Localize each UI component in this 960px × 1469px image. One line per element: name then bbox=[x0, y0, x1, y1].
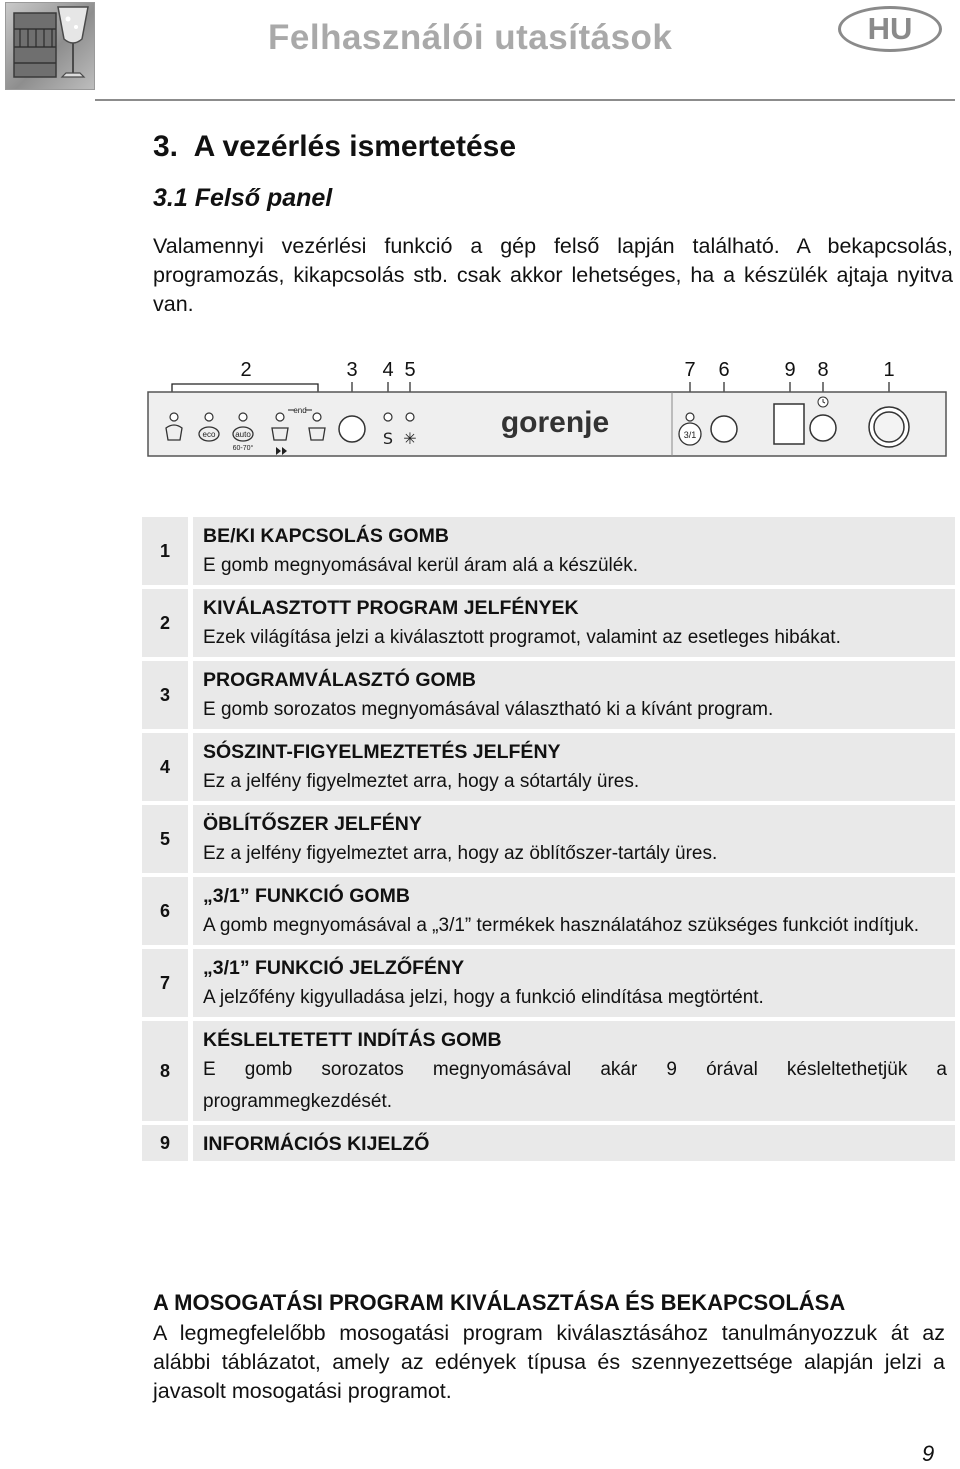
brand-logo: gorenje bbox=[500, 406, 610, 439]
dishwasher-glass-icon bbox=[5, 2, 95, 90]
function-number: 7 bbox=[142, 949, 188, 1017]
function-desc: Ez a jelfény figyelmeztet arra, hogy az öblítőszer-tartály üres. bbox=[203, 843, 718, 864]
function-body bbox=[193, 877, 955, 945]
callout-7: 7 bbox=[684, 359, 696, 381]
function-title: SÓSZINT-FIGYELMEZTETÉS JELFÉNY bbox=[203, 741, 561, 763]
function-title: BE/KI KAPCSOLÁS GOMB bbox=[203, 525, 449, 547]
auto-label: auto bbox=[235, 430, 251, 439]
callout-2: 2 bbox=[240, 359, 252, 381]
function-desc: A jelzőfény kigyulladása jelzi, hogy a funkció elindítása megtörtént. bbox=[203, 987, 764, 1008]
function-number: 5 bbox=[142, 805, 188, 873]
function-row bbox=[142, 589, 955, 657]
callout-5: 5 bbox=[404, 359, 416, 381]
salt-icon: S bbox=[382, 429, 394, 448]
callout-3: 3 bbox=[346, 359, 358, 381]
function-row bbox=[142, 949, 955, 1017]
function-number: 2 bbox=[142, 589, 188, 657]
header-divider bbox=[95, 99, 955, 101]
function-desc: A gomb megnyomásával a „3/1” termékek használatához szükséges funkciót indítjuk. bbox=[203, 915, 920, 936]
program-select-button[interactable] bbox=[339, 416, 365, 442]
function-body bbox=[193, 1021, 955, 1121]
function-body bbox=[193, 949, 955, 1017]
function-desc: E gomb megnyomásával kerül áram alá a készülék. bbox=[203, 555, 639, 576]
function-title: KÉSLELTETETT INDÍTÁS GOMB bbox=[203, 1029, 502, 1051]
language-badge: HU bbox=[838, 6, 942, 52]
function-row bbox=[142, 661, 955, 729]
callout-1: 1 bbox=[883, 359, 895, 381]
logo-graphic bbox=[6, 3, 94, 89]
function-title: ÖBLÍTŐSZER JELFÉNY bbox=[203, 813, 422, 835]
eco-label: eco bbox=[202, 430, 216, 439]
function-body bbox=[193, 733, 955, 801]
function-body bbox=[193, 517, 955, 585]
function-body bbox=[193, 589, 955, 657]
function-title: PROGRAMVÁLASZTÓ GOMB bbox=[203, 669, 476, 691]
info-display bbox=[774, 404, 804, 444]
func-3-1-label: 3/1 bbox=[683, 430, 697, 440]
function-number: 8 bbox=[142, 1021, 188, 1121]
section-heading: 3. A vezérlés ismertetése bbox=[153, 130, 517, 163]
function-body bbox=[193, 661, 955, 729]
control-panel-diagram bbox=[0, 352, 960, 462]
function-number: 4 bbox=[142, 733, 188, 801]
program-selection-paragraph: A legmegfelelőbb mosogatási program kiválasztásához tanulmányozzuk át az alábbi táblázatot, amely az edények típusa és szennyezettsége alapján jelzi a javasolt mosogatási programot. bbox=[153, 1321, 945, 1403]
function-body bbox=[193, 1125, 955, 1161]
function-body bbox=[193, 805, 955, 873]
function-desc: Ez a jelfény figyelmeztet arra, hogy a sótartály üres. bbox=[203, 771, 640, 792]
function-row bbox=[142, 517, 955, 585]
function-desc: E gomb sorozatos megnyomásával választható ki a kívánt program. bbox=[203, 699, 774, 720]
rinse-aid-icon: ✳ bbox=[403, 429, 417, 448]
page-number: 9 bbox=[922, 1441, 935, 1466]
function-title: „3/1” FUNKCIÓ GOMB bbox=[203, 885, 410, 907]
function-number: 9 bbox=[142, 1125, 188, 1161]
function-title: „3/1” FUNKCIÓ JELZŐFÉNY bbox=[203, 957, 465, 979]
function-row bbox=[142, 1125, 955, 1161]
function-number: 1 bbox=[142, 517, 188, 585]
function-number: 6 bbox=[142, 877, 188, 945]
callout-8: 8 bbox=[817, 359, 829, 381]
function-number: 3 bbox=[142, 661, 188, 729]
callout-9: 9 bbox=[784, 359, 796, 381]
temp-label: 60-70° bbox=[232, 445, 254, 452]
header-title: Felhasználói utasítások bbox=[268, 18, 673, 57]
delay-start-button[interactable] bbox=[810, 415, 836, 441]
function-row bbox=[142, 733, 955, 801]
func-3-1-button[interactable] bbox=[711, 416, 737, 442]
section-subheading: 3.1 Felső panel bbox=[153, 184, 333, 212]
function-title: KIVÁLASZTOTT PROGRAM JELFÉNYEK bbox=[203, 597, 579, 619]
intro-paragraph: Valamennyi vezérlési funkció a gép felső lapján található. A bekapcsolás, programozás, kikapcsolás stb. csak akkor lehetséges, ha a készülék ajtaja nyitva van. bbox=[153, 234, 953, 316]
program-selection-heading: A MOSOGATÁSI PROGRAM KIVÁLASZTÁSA ÉS BEKAPCSOLÁSA bbox=[153, 1290, 846, 1315]
function-desc: Ezek világítása jelzi a kiválasztott programot, valamint az esetleges hibákat. bbox=[203, 627, 841, 648]
function-desc: E gomb sorozatos megnyomásával akár 9 órával késleltethetjük a programmegkezdését. bbox=[203, 1059, 947, 1112]
function-row bbox=[142, 805, 955, 873]
end-label: end bbox=[293, 406, 307, 415]
function-title: INFORMÁCIÓS KIJELZŐ bbox=[203, 1133, 430, 1155]
function-table bbox=[142, 517, 955, 1165]
function-row bbox=[142, 877, 955, 945]
callout-4: 4 bbox=[382, 359, 394, 381]
power-button[interactable] bbox=[874, 412, 904, 442]
function-row bbox=[142, 1021, 955, 1121]
callout-6: 6 bbox=[718, 359, 730, 381]
